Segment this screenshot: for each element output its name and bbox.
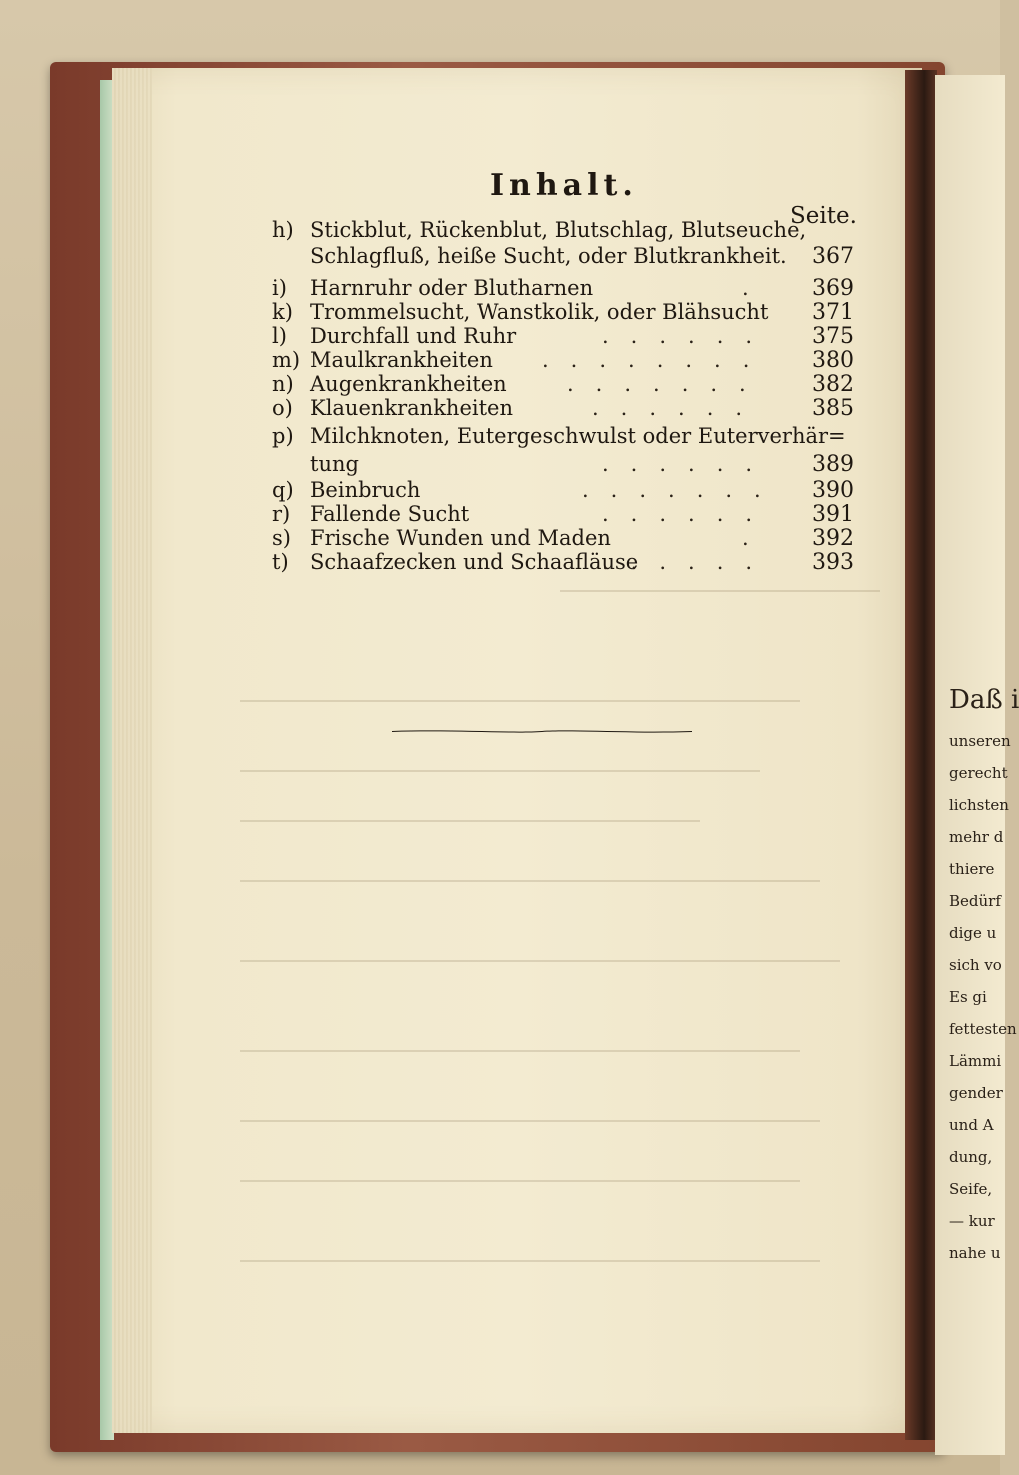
leader-dots: ...... <box>592 396 765 420</box>
facing-page-line: dung, <box>949 1148 993 1166</box>
show-through-7 <box>240 1050 800 1070</box>
toc-entry <box>272 348 872 374</box>
toc-entry <box>272 276 872 302</box>
toc-entry-letter: n) <box>272 372 294 396</box>
facing-page-line: Lämmi <box>949 1052 1002 1070</box>
toc-entry <box>272 218 872 244</box>
toc-entry-page: 391 <box>812 502 854 527</box>
show-through-9 <box>240 1180 800 1200</box>
toc-entry-letter: q) <box>272 478 294 502</box>
facing-page-line: sich vo <box>949 956 1002 974</box>
toc-entry-page: 390 <box>812 478 854 503</box>
show-through-4 <box>240 820 700 840</box>
show-through-5 <box>240 880 820 900</box>
ornamental-rule <box>392 728 692 734</box>
toc-entry-title: Trommelsucht, Wanstkolik, oder Blähsucht <box>310 300 769 324</box>
toc-entry-page: 393 <box>812 550 854 575</box>
facing-page-line: dige u <box>949 924 997 942</box>
facing-page-line: Daß i <box>949 685 1019 715</box>
toc-entry-letter: i) <box>272 276 287 300</box>
toc-entry-title: Frische Wunden und Maden <box>310 526 611 550</box>
show-through-6 <box>240 960 840 980</box>
page-column-label: Seite. <box>790 203 857 229</box>
toc-entry-page: 389 <box>812 452 854 477</box>
toc-entry-letter: m) <box>272 348 301 372</box>
toc-entry <box>272 300 872 326</box>
toc-entry-title: Schaafzecken und Schaafläuse <box>310 550 639 574</box>
toc-entry <box>272 424 872 450</box>
facing-page-line: gerecht <box>949 764 1008 782</box>
toc-entry <box>272 550 872 576</box>
facing-page-line: mehr d <box>949 828 1004 846</box>
toc-entry <box>272 502 872 528</box>
toc-entry <box>272 324 872 350</box>
facing-page-line: — kur <box>949 1212 995 1230</box>
toc-entry-page: 371 <box>812 300 854 325</box>
toc-entry-title: Augenkrankheiten <box>310 372 507 396</box>
show-through-3 <box>240 770 760 790</box>
facing-page-line: gender <box>949 1084 1003 1102</box>
toc-entry-letter: k) <box>272 300 293 324</box>
facing-page-line: unseren <box>949 732 1011 750</box>
page-edges <box>112 68 152 1433</box>
book-page <box>112 68 922 1433</box>
toc-entry-title: Maulkrankheiten <box>310 348 493 372</box>
toc-entry-title: Milchknoten, Eutergeschwulst oder Euterverhär= <box>310 424 846 448</box>
toc-entry <box>272 372 872 398</box>
toc-entry-page: 382 <box>812 372 854 397</box>
toc-entry-letter: h) <box>272 218 294 242</box>
facing-page-line: Bedürf <box>949 892 1001 910</box>
show-through-10 <box>240 1260 820 1280</box>
toc-entry-title: Harnruhr oder Blutharnen <box>310 276 594 300</box>
toc-entry-letter: r) <box>272 502 291 526</box>
book-gutter <box>905 70 937 1440</box>
leader-dots: . <box>742 276 771 300</box>
toc-entry-letter: o) <box>272 396 293 420</box>
toc-entry-title: Schlagfluß, heiße Sucht, oder Blutkrankheit. <box>310 244 787 268</box>
facing-page-line: thiere <box>949 860 995 878</box>
facing-page-line: lichsten <box>949 796 1009 814</box>
toc-entry <box>272 526 872 552</box>
toc-entry-title: Beinbruch <box>310 478 421 502</box>
leader-dots: ....... <box>567 372 768 396</box>
show-through-8 <box>240 1120 820 1140</box>
toc-entry-page: 392 <box>812 526 854 551</box>
facing-page-line: Es gi <box>949 988 987 1006</box>
toc-entry <box>272 244 872 270</box>
show-through-1 <box>560 590 880 610</box>
toc-entry-title: Klauenkrankheiten <box>310 396 513 420</box>
facing-page-line: fettesten <box>949 1020 1017 1038</box>
leader-dots: ...... <box>602 502 775 526</box>
show-through-2 <box>240 700 800 720</box>
toc-entry-title: Stickblut, Rückenblut, Blutschlag, Blutseuche, <box>310 218 807 242</box>
page-title: Inhalt. <box>490 168 638 203</box>
toc-entry-page: 367 <box>812 244 854 269</box>
toc-entry <box>272 478 872 504</box>
facing-page <box>935 75 1019 1455</box>
toc-entry-page: 385 <box>812 396 854 421</box>
facing-page-line: und A <box>949 1116 994 1134</box>
facing-page-line: nahe u <box>949 1244 1001 1262</box>
toc-entry <box>272 452 872 478</box>
leader-dots: ...... <box>602 550 775 574</box>
toc-entry-letter: l) <box>272 324 287 348</box>
toc-entry-title: Durchfall und Ruhr <box>310 324 517 348</box>
toc-entry <box>272 396 872 422</box>
toc-entry-letter: t) <box>272 550 289 574</box>
leader-dots: ........ <box>542 348 772 372</box>
toc-entry-letter: s) <box>272 526 291 550</box>
toc-entry-letter: p) <box>272 424 294 448</box>
leader-dots: . <box>742 526 771 550</box>
toc-entry-page: 375 <box>812 324 854 349</box>
leader-dots: ...... <box>602 324 775 348</box>
toc-entry-title: tung <box>310 452 359 476</box>
toc-entry-page: 369 <box>812 276 854 301</box>
toc-entry-page: 380 <box>812 348 854 373</box>
facing-page-line: Seife, <box>949 1180 993 1198</box>
leader-dots: ...... <box>602 452 775 476</box>
leader-dots: ....... <box>582 478 783 502</box>
toc-entry-title: Fallende Sucht <box>310 502 470 526</box>
